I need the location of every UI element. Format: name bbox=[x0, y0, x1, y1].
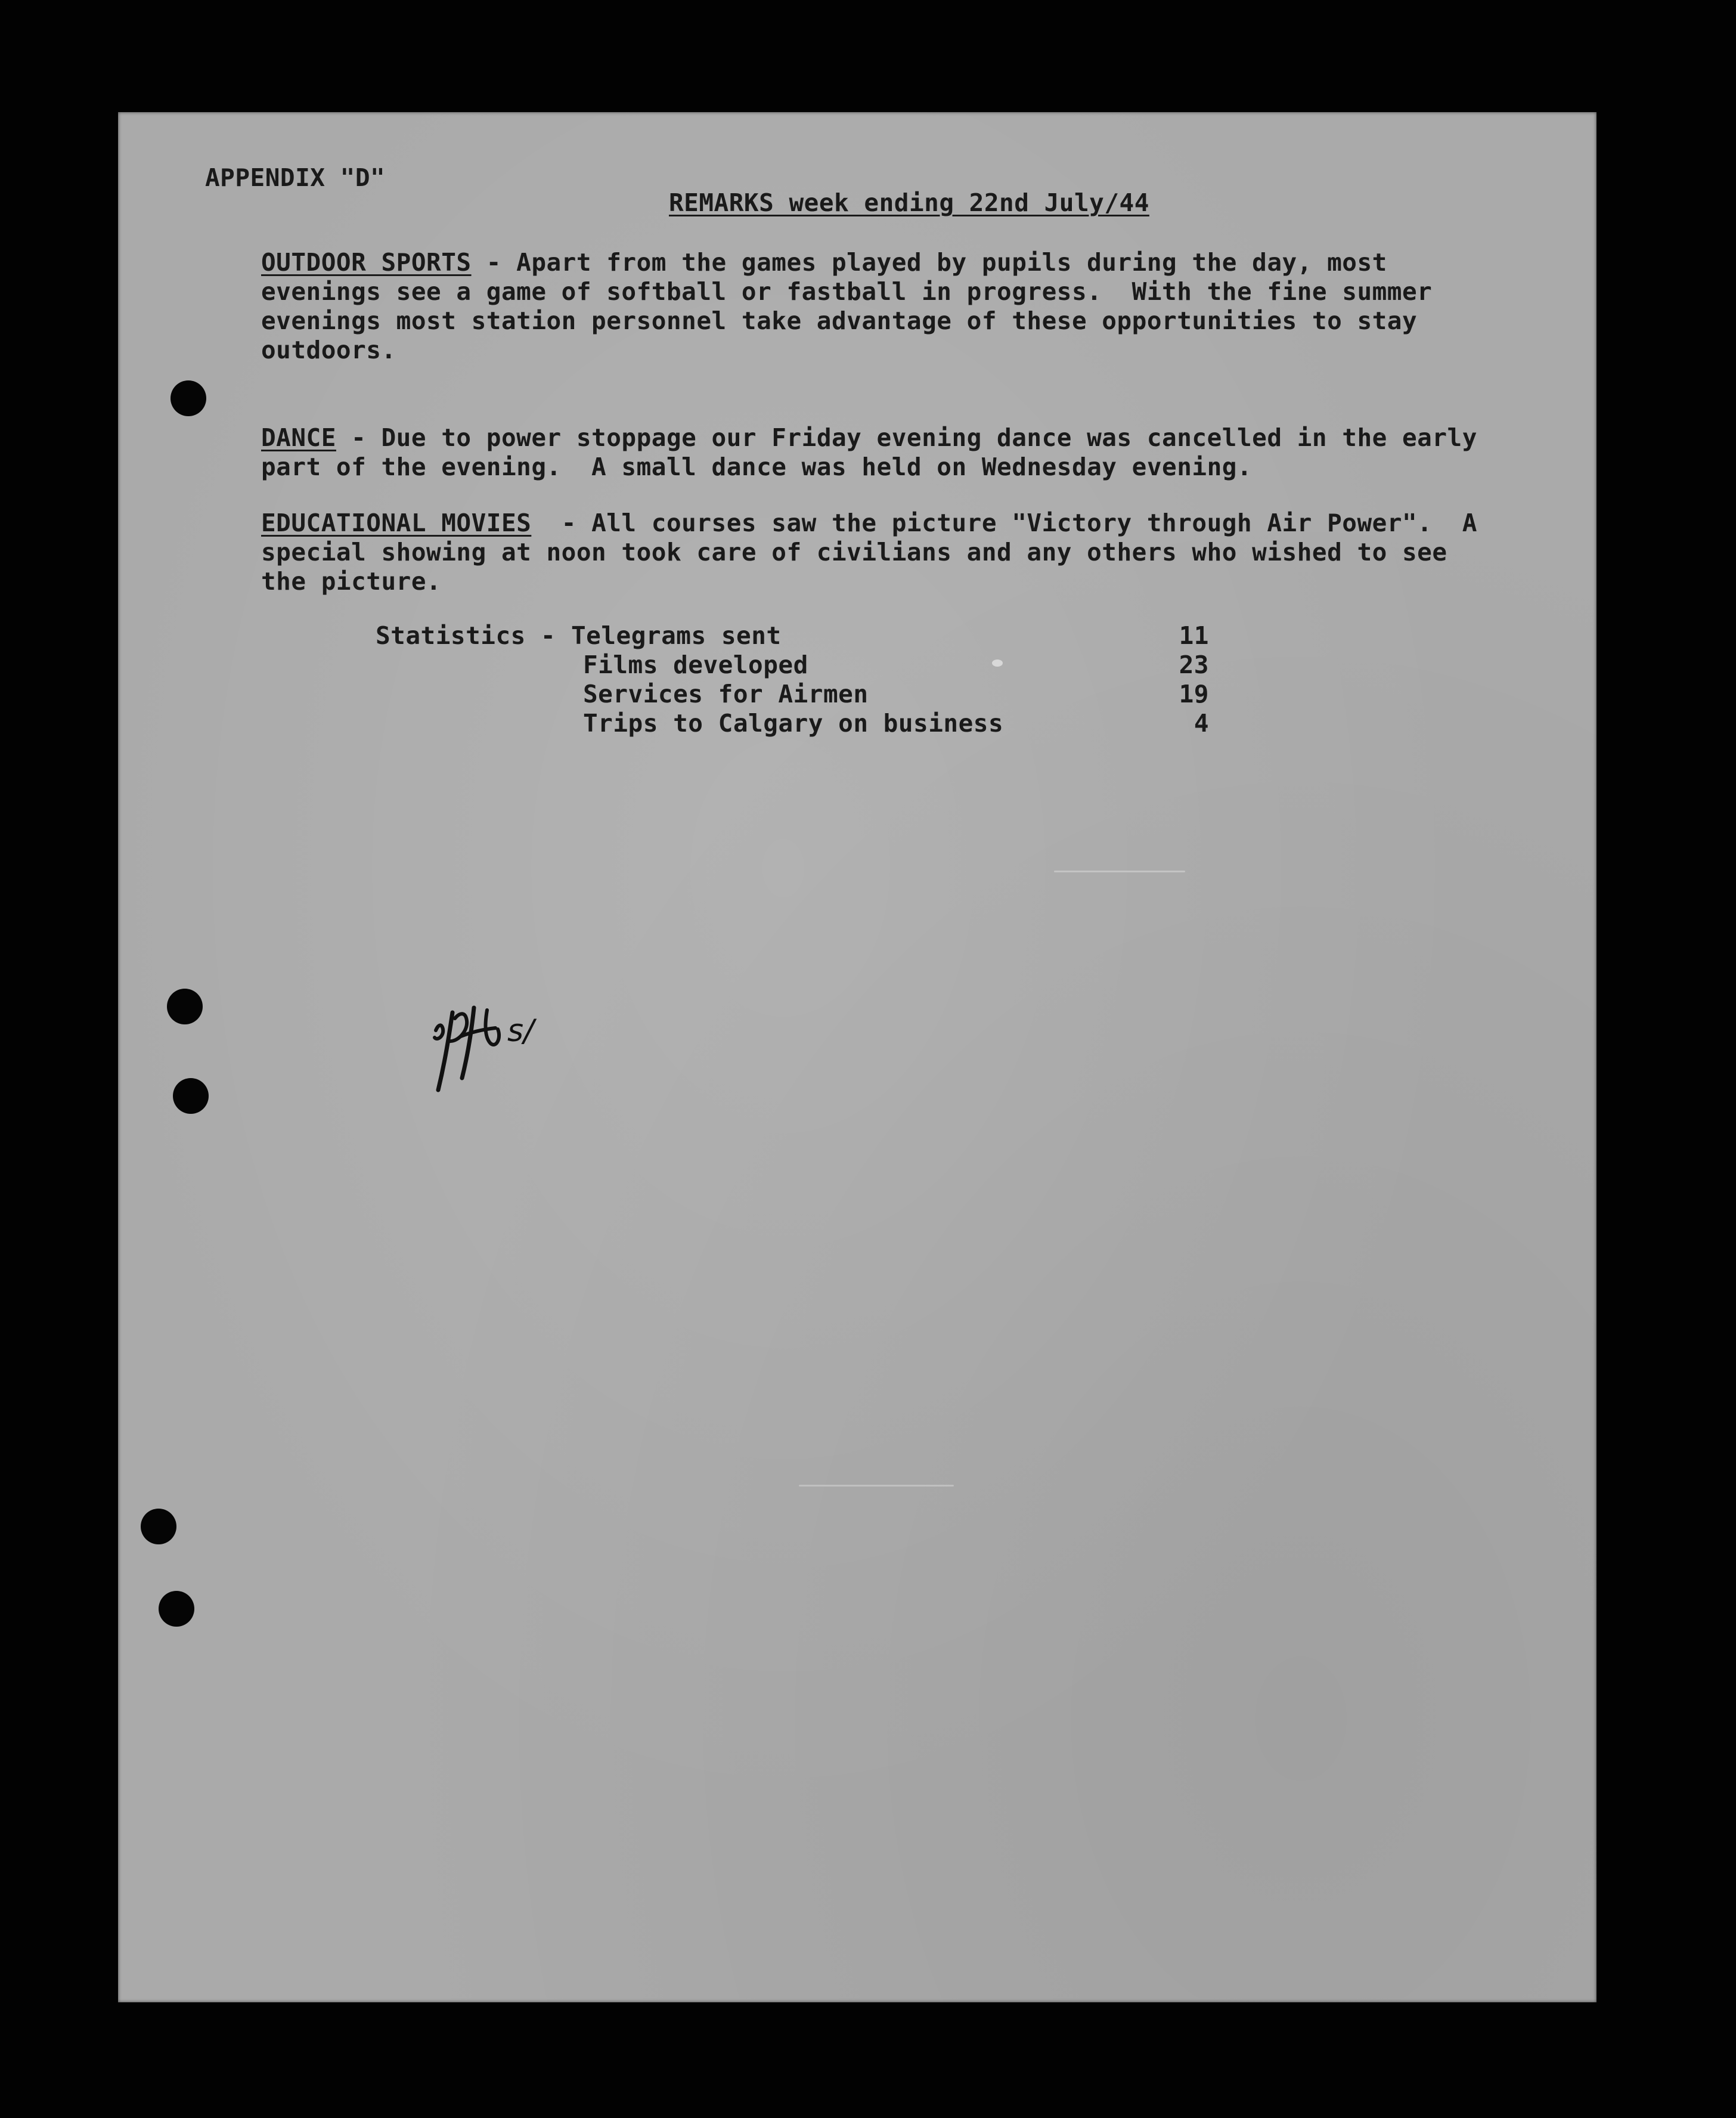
scan-speck bbox=[992, 659, 1003, 667]
handwritten-initials bbox=[425, 995, 568, 1096]
punch-hole bbox=[159, 1591, 194, 1627]
stat-row bbox=[583, 680, 1209, 709]
section-line: evenings see a game of softball or fastball in progress. With the fine summer bbox=[261, 277, 1433, 306]
stat-value: 11 bbox=[1179, 621, 1209, 650]
section-line: evenings most station personnel take advantage of these opportunities to stay bbox=[261, 306, 1418, 335]
stat-row bbox=[583, 651, 1209, 680]
stat-row bbox=[583, 709, 1209, 738]
stat-item: Films developed bbox=[583, 651, 808, 679]
stat-item: Telegrams sent bbox=[571, 621, 782, 650]
stat-value: 19 bbox=[1179, 680, 1209, 708]
section-line: special showing at noon took care of civilians and any others who wished to see bbox=[261, 538, 1447, 566]
signature-suffix: s/ bbox=[507, 1013, 534, 1049]
section-line bbox=[261, 423, 1477, 453]
page-title: REMARKS week ending 22nd July/44 bbox=[669, 188, 1149, 217]
punch-hole bbox=[173, 1078, 209, 1114]
section-line: outdoors. bbox=[261, 336, 396, 364]
section-line: part of the evening. A small dance was held on Wednesday evening. bbox=[261, 453, 1253, 481]
scan-speck bbox=[1054, 871, 1185, 872]
stat-item: Services for Airmen bbox=[583, 680, 869, 708]
statistics-label: Statistics - bbox=[376, 621, 556, 650]
scan-speck bbox=[799, 1485, 954, 1487]
section-text: - Due to power stoppage our Friday evening dance was cancelled in the early bbox=[336, 423, 1477, 452]
section-line: the picture. bbox=[261, 567, 442, 596]
stat-value: 23 bbox=[1179, 651, 1209, 679]
punch-hole bbox=[170, 380, 206, 416]
punch-hole bbox=[167, 989, 203, 1024]
section-line bbox=[261, 248, 1387, 277]
punch-hole bbox=[141, 1509, 176, 1544]
stat-value: 4 bbox=[1194, 709, 1209, 738]
section-line bbox=[261, 509, 1477, 538]
section-text: - Apart from the games played by pupils during the day, most bbox=[471, 248, 1387, 277]
stat-row bbox=[571, 621, 1209, 651]
stat-item: Trips to Calgary on business bbox=[583, 709, 1004, 738]
section-heading: OUTDOOR SPORTS bbox=[261, 248, 472, 277]
appendix-label: APPENDIX "D" bbox=[205, 163, 386, 192]
section-text: - All courses saw the picture "Victory through Air Power". A bbox=[531, 509, 1477, 537]
section-heading: DANCE bbox=[261, 423, 336, 452]
section-heading: EDUCATIONAL MOVIES bbox=[261, 509, 532, 537]
typed-page bbox=[118, 112, 1596, 2002]
